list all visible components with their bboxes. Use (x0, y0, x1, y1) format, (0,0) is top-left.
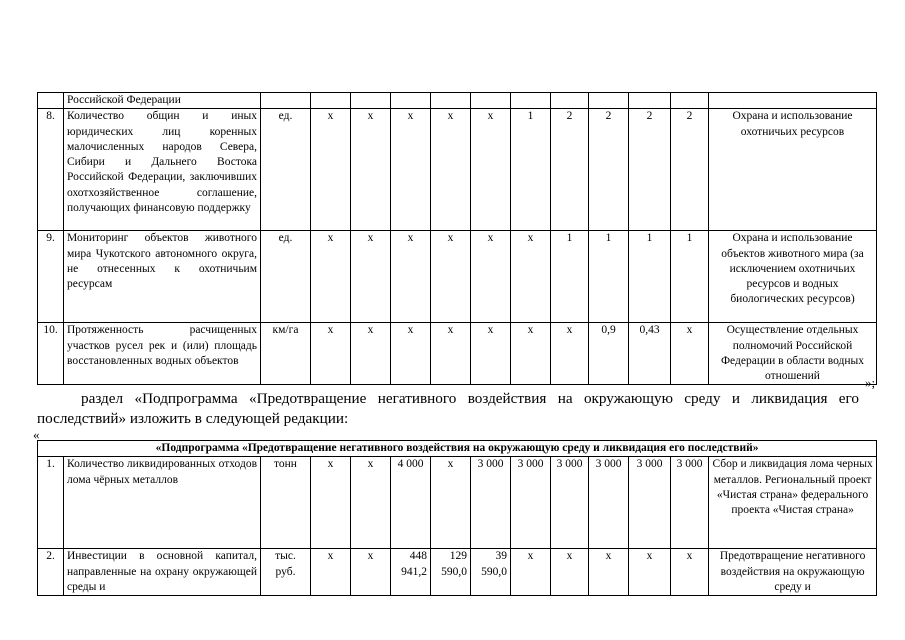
value-cell: 4 000 (391, 457, 431, 549)
unit: км/га (261, 323, 311, 385)
opening-quote: « (33, 427, 40, 442)
value-cell: х (391, 109, 431, 231)
value-cell: 3 000 (629, 457, 671, 549)
value-cell: 129 590,0 (431, 549, 471, 596)
value-cell: х (431, 457, 471, 549)
value-cell: х (589, 549, 629, 596)
result-description: Предотвращение негативного воздействия на окружающую среду и (709, 549, 877, 596)
value-cell: х (351, 231, 391, 323)
indicator-name: Инвестиции в основной капитал, направленные на охрану окружающей среды и (64, 549, 261, 596)
indicator-name: Количество общин и иных юридических лиц коренных малочисленных народов Севера, Сибири и Дальнего Востока Российской Федерации, заключивших охотхозяйственное соглашение, получающих финансовую поддержку (64, 109, 261, 231)
value-cell: 1 (589, 231, 629, 323)
value-cell: х (311, 549, 351, 596)
value-cell: х (311, 109, 351, 231)
value-cell: 0,9 (589, 323, 629, 385)
value-cell: 3 000 (511, 457, 551, 549)
row-number: 1. (38, 457, 64, 549)
value-cell: 448 941,2 (391, 549, 431, 596)
row-number: 9. (38, 231, 64, 323)
value-cell: 2 (671, 109, 709, 231)
table-row (38, 109, 877, 231)
value-cell: 2 (589, 109, 629, 231)
value-cell: х (311, 457, 351, 549)
value-cell: 39 590,0 (471, 549, 511, 596)
value-cell: х (511, 231, 551, 323)
value-cell: 3 000 (471, 457, 511, 549)
table-title-row (38, 441, 877, 457)
value-cell: 0,43 (629, 323, 671, 385)
indicator-name: Протяженность расчищенных участков русел рек и (или) площадь восстановленных водных объектов (64, 323, 261, 385)
result-description: Сбор и ликвидация лома черных металлов. Региональный проект «Чистая страна» федерального проекта «Чистая страна» (709, 457, 877, 549)
value-cell: 2 (629, 109, 671, 231)
indicator-name: Мониторинг объектов животного мира Чукотского автономного округа, не отнесенных к охотничьим ресурсам (64, 231, 261, 323)
unit: тыс. руб. (261, 549, 311, 596)
row-number (38, 93, 64, 109)
value-cell: 1 (511, 109, 551, 231)
subprogram-title: «Подпрограмма «Предотвращение негативного воздействия на окружающую среду и ликвидация его последствий» (38, 441, 877, 457)
unit: ед. (261, 109, 311, 231)
value-cell: х (391, 231, 431, 323)
value-cell: х (551, 323, 589, 385)
row-number: 10. (38, 323, 64, 385)
value-cell: 3 000 (551, 457, 589, 549)
value-cell: х (471, 323, 511, 385)
result-description: Осуществление отдельных полномочий Российской Федерации в области водных отношений (709, 323, 877, 385)
value-cell: х (351, 323, 391, 385)
value-cell: х (671, 549, 709, 596)
value-cell: 3 000 (671, 457, 709, 549)
value-cell: 2 (551, 109, 589, 231)
table-row (38, 549, 877, 596)
value-cell: х (391, 323, 431, 385)
table-row (38, 457, 877, 549)
value-cell: х (551, 549, 589, 596)
unit: ед. (261, 231, 311, 323)
result-description: Охрана и использование объектов животного мира (за исключением охотничьих ресурсов и водных биологических ресурсов) (709, 231, 877, 323)
indicators-table-subprogram (37, 440, 877, 596)
value-cell: 3 000 (589, 457, 629, 549)
unit: тонн (261, 457, 311, 549)
table-row (38, 323, 877, 385)
table-row (38, 93, 877, 109)
value-cell: 1 (551, 231, 589, 323)
value-cell: х (431, 323, 471, 385)
indicator-name: Российской Федерации (64, 93, 261, 109)
value-cell: х (351, 457, 391, 549)
value-cell: х (671, 323, 709, 385)
value-cell: х (511, 549, 551, 596)
value-cell: 1 (671, 231, 709, 323)
result-description: Охрана и использование охотничьих ресурсов (709, 109, 877, 231)
value-cell: х (471, 231, 511, 323)
value-cell: х (311, 323, 351, 385)
value-cell: х (311, 231, 351, 323)
row-number: 8. (38, 109, 64, 231)
indicators-table-upper (37, 92, 877, 385)
value-cell: 1 (629, 231, 671, 323)
amendment-paragraph: раздел «Подпрограмма «Предотвращение негативного воздействия на окружающую среду и ликвидация его последствий» изложить в следующей редакции: (37, 390, 859, 427)
value-cell: х (351, 549, 391, 596)
value-cell: х (431, 109, 471, 231)
value-cell: х (351, 109, 391, 231)
value-cell: х (431, 231, 471, 323)
value-cell: х (471, 109, 511, 231)
row-number: 2. (38, 549, 64, 596)
indicator-name: Количество ликвидированных отходов лома чёрных металлов (64, 457, 261, 549)
table-row (38, 231, 877, 323)
closing-quote: »; (865, 375, 876, 390)
value-cell: х (511, 323, 551, 385)
value-cell: х (629, 549, 671, 596)
